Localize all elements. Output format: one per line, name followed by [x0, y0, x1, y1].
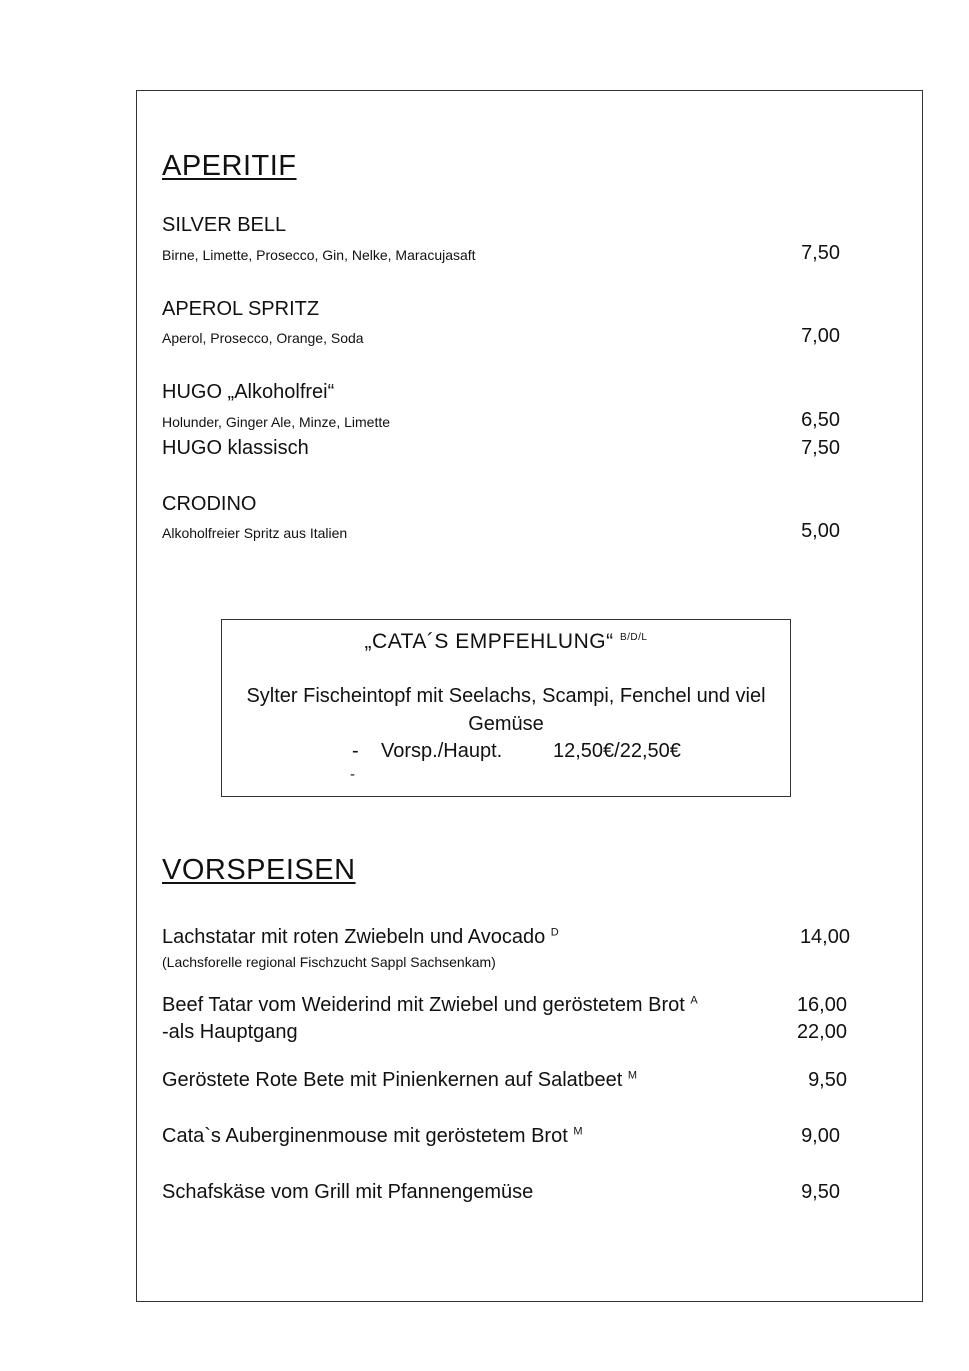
starter-item-price: 9,00: [801, 1125, 840, 1147]
starter-item-allergen: D: [550, 926, 559, 939]
recommendation-allergens: B/D/L: [619, 632, 648, 643]
aperitif-heading: APERITIF: [162, 150, 297, 182]
aperitif-item-desc: Aperol, Prosecco, Orange, Soda: [162, 330, 364, 346]
aperitif-item-name: HUGO klassisch: [162, 437, 309, 459]
aperitif-item-name: APEROL SPRITZ: [162, 298, 320, 320]
starter-item-name: [162, 926, 559, 949]
recommendation-dash: -: [352, 740, 359, 762]
aperitif-item-desc: Holunder, Ginger Ale, Minze, Limette: [162, 414, 391, 430]
starter-item-allergen: A: [690, 994, 698, 1007]
aperitif-item-name: SILVER BELL: [162, 214, 287, 236]
recommendation-portion-price: 12,50€/22,50€: [553, 740, 681, 762]
starter-item-price: 14,00: [799, 926, 850, 948]
recommendation-title: [222, 630, 790, 654]
starter-item-name: [162, 1069, 637, 1092]
starter-item-label: Cata`s Auberginenmouse mit geröstetem Brot: [162, 1125, 568, 1147]
starter-item-label: Lachstatar mit roten Zwiebeln und Avocado: [162, 926, 546, 948]
aperitif-item-name: HUGO „Alkoholfrei“: [162, 381, 335, 403]
starter-item-name: [162, 1125, 583, 1148]
aperitif-item-desc: Alkoholfreier Spritz aus Italien: [162, 525, 348, 541]
recommendation-box: [221, 619, 791, 797]
recommendation-dash: -: [350, 766, 355, 783]
recommendation-title-text: „CATA´S EMPFEHLUNG“: [364, 630, 614, 653]
aperitif-item-price: 7,50: [801, 437, 840, 459]
aperitif-item-price: 6,50: [801, 409, 840, 431]
starter-item-label: Geröstete Rote Bete mit Pinienkernen auf Salatbeet: [162, 1069, 623, 1091]
starter-item-price: 22,00: [796, 1021, 847, 1043]
starter-item-name: Schafskäse vom Grill mit Pfannengemüse: [162, 1181, 534, 1203]
starter-item-allergen: M: [573, 1125, 583, 1138]
starter-item-name: -als Hauptgang: [162, 1021, 298, 1043]
aperitif-item-price: 7,00: [801, 325, 840, 347]
aperitif-item-price: 5,00: [801, 520, 840, 542]
aperitif-item-name: CRODINO: [162, 493, 257, 515]
recommendation-portion-label: Vorsp./Haupt.: [381, 740, 503, 762]
recommendation-dish: Sylter Fischeintopf mit Seelachs, Scampi, Fenchel und viel Gemüse: [246, 685, 766, 735]
starter-item-note: (Lachsforelle regional Fischzucht Sappl Sachsenkam): [162, 954, 496, 970]
aperitif-item-desc: Birne, Limette, Prosecco, Gin, Nelke, Maracujasaft: [162, 247, 476, 263]
vorspeisen-heading: VORSPEISEN: [162, 854, 356, 886]
starter-item-price: 9,50: [808, 1069, 847, 1091]
aperitif-item-price: 7,50: [801, 242, 840, 264]
starter-item-allergen: M: [627, 1069, 638, 1082]
starter-item-label: Beef Tatar vom Weiderind mit Zwiebel und geröstetem Brot: [162, 994, 685, 1016]
starter-item-name: [162, 994, 698, 1017]
starter-item-price: 16,00: [796, 994, 847, 1016]
starter-item-price: 9,50: [801, 1181, 840, 1203]
